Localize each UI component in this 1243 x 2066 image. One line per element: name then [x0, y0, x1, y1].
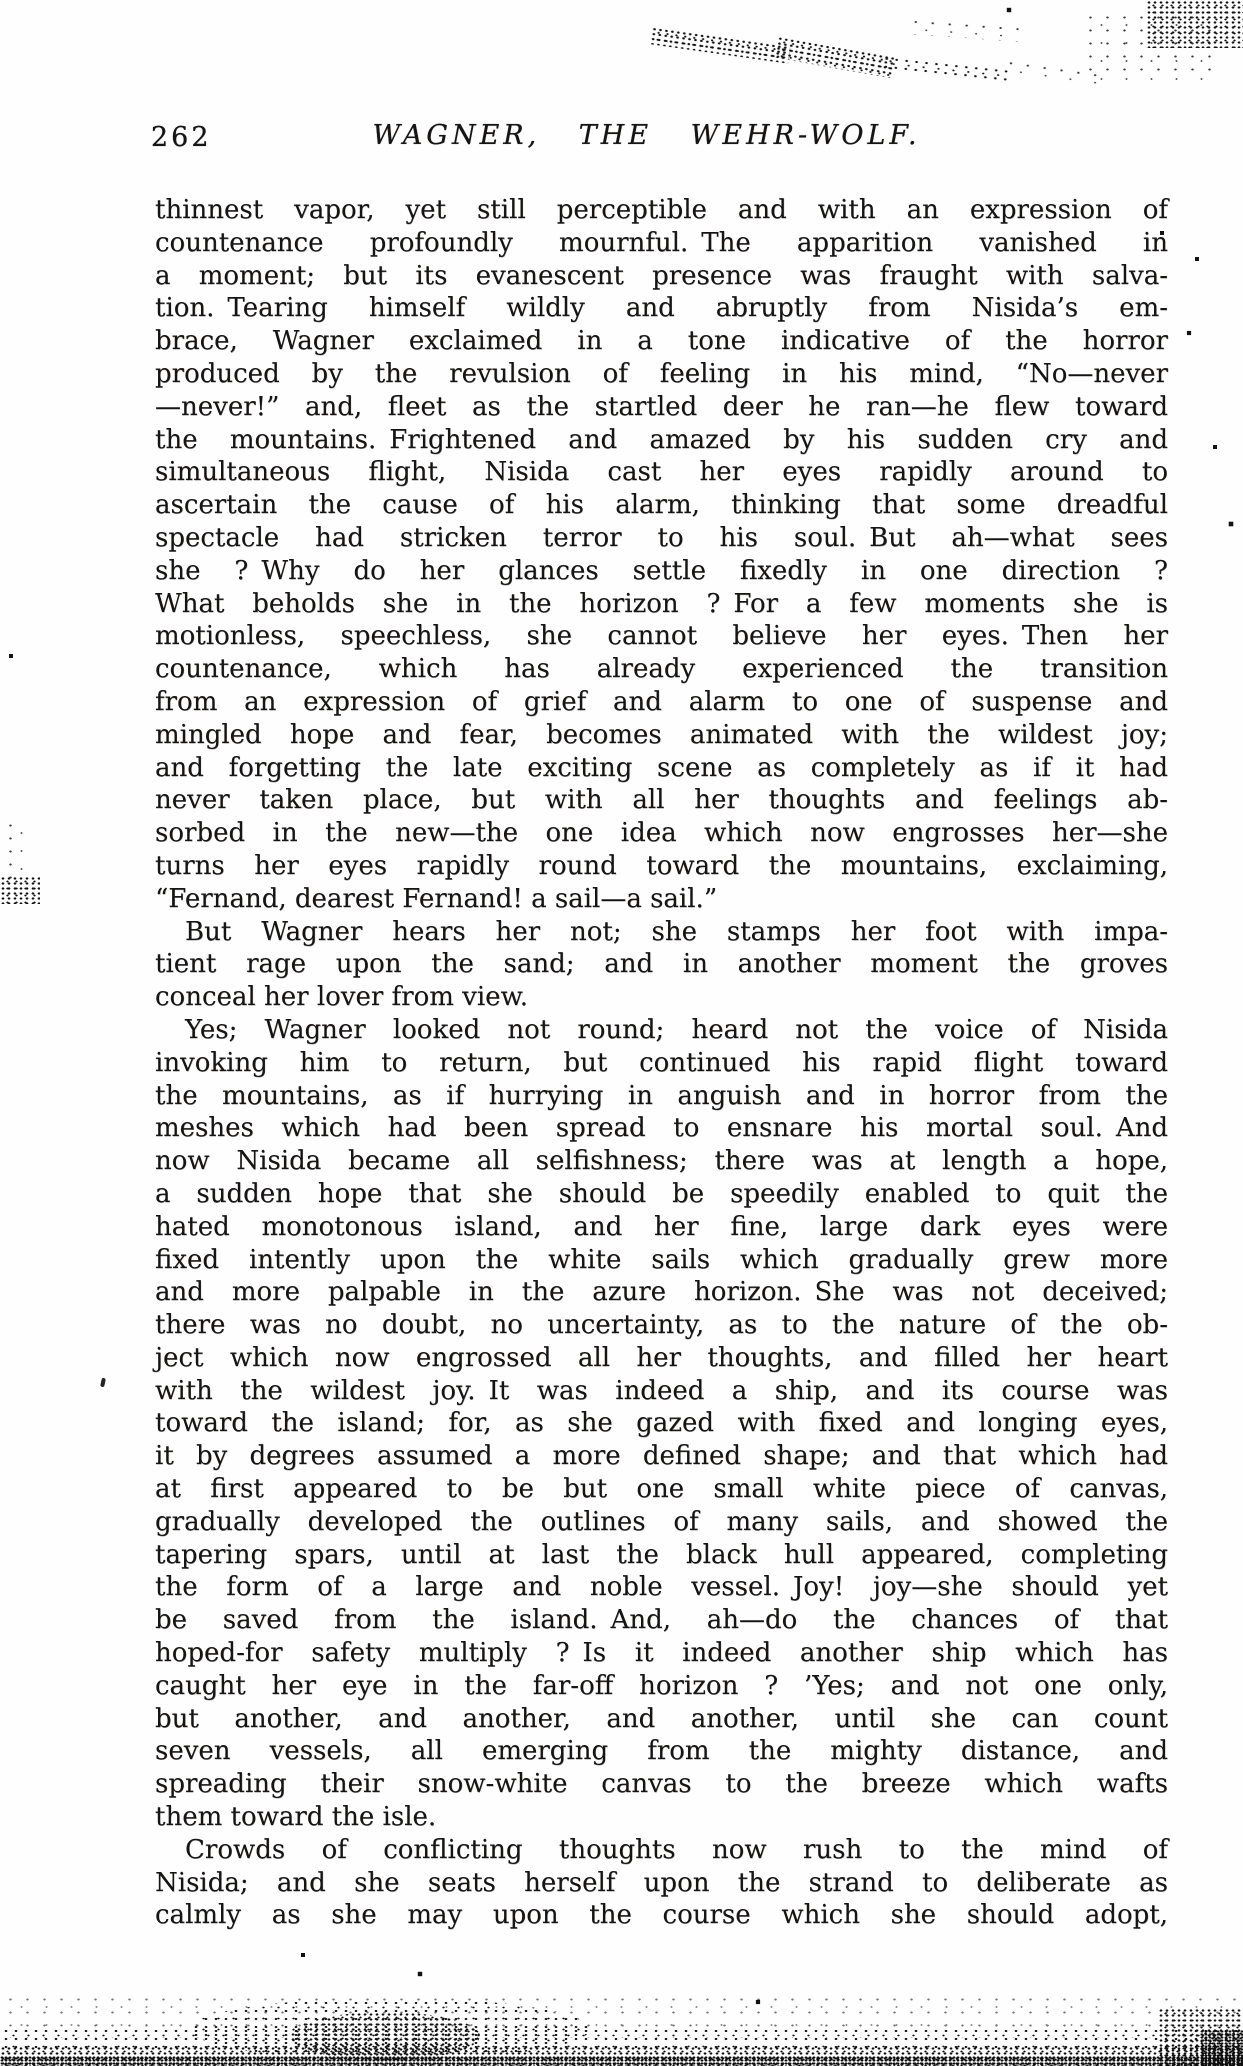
scan-smudge: [1200, 2030, 1243, 2066]
text-line: Yes; Wagner looked not round; heard not the voice of Nisida: [185, 1014, 1168, 1045]
stray-ink-mark: [100, 1378, 106, 1388]
text-line: but another, and another, and another, until she can count: [155, 1703, 1168, 1734]
text-line: spectacle had stricken terror to his soul. But ah—what sees: [155, 522, 1168, 553]
page-number: 262: [151, 122, 212, 153]
text-line: tion. Tearing himself wildly and abruptly from Nisida’s em-: [155, 293, 1168, 324]
text-line: the form of a large and noble vessel. Joy! joy—she should yet: [155, 1572, 1168, 1603]
text-line: What beholds she in the horizon ? For a few moments she is: [155, 588, 1168, 619]
text-line: Crowds of conflicting thoughts now rush to the mind of: [185, 1834, 1168, 1865]
text-line: never taken place, but with all her thoughts and feelings ab-: [155, 785, 1168, 816]
text-line: them toward the isle.: [155, 1802, 437, 1833]
text-line: and forgetting the late exciting scene as completely as if it had: [155, 752, 1168, 783]
text-line: hated monotonous island, and her fine, large dark eyes were: [155, 1211, 1168, 1242]
text-line: “Fernand, dearest Fernand! a sail—a sail.”: [155, 883, 718, 914]
text-line: be saved from the island. And, ah—do the chances of that: [155, 1605, 1168, 1636]
text-line: a moment; but its evanescent presence was fraught with salva-: [155, 260, 1168, 291]
scan-smudge: [774, 36, 896, 79]
text-line: produced by the revulsion of feeling in his mind, “No—never: [155, 358, 1168, 389]
text-line: ject which now engrossed all her thoughts, and filled her heart: [155, 1342, 1168, 1373]
text-line: tient rage upon the sand; and in another moment the groves: [155, 949, 1168, 980]
text-line: tapering spars, until at last the black hull appeared, completing: [155, 1539, 1168, 1570]
scan-noise-band: [0, 2056, 1243, 2066]
text-line: calmly as she may upon the course which she should adopt,: [155, 1900, 1168, 1931]
text-line: spreading their snow-white canvas to the breeze which wafts: [155, 1769, 1168, 1800]
text-line: invoking him to return, but continued his rapid flight toward: [155, 1047, 1168, 1078]
text-line: mingled hope and fear, becomes animated with the wildest joy;: [155, 719, 1168, 750]
scan-smudge: [649, 26, 790, 63]
page-text: [155, 194, 1168, 1932]
text-line: gradually developed the outlines of many sails, and showed the: [155, 1506, 1168, 1537]
text-line: caught her eye in the far-off horizon ? ’Yes; and not one only,: [155, 1670, 1168, 1701]
text-line: turns her eyes rapidly round toward the mountains, exclaiming,: [155, 850, 1168, 881]
scan-smudge: [879, 53, 1010, 84]
text-line: conceal her lover from view.: [155, 982, 529, 1013]
text-line: the mountains. Frightened and amazed by his sudden cry and: [155, 424, 1168, 455]
text-line: hoped-for safety multiply ? Is it indeed another ship which has: [155, 1638, 1168, 1669]
text-line: the mountains, as if hurrying in anguish and in horror from the: [155, 1080, 1168, 1111]
text-line: fixed intently upon the white sails which gradually grew more: [155, 1244, 1168, 1275]
text-line: with the wildest joy. It was indeed a ship, and its course was: [155, 1375, 1168, 1406]
text-line: seven vessels, all emerging from the mighty distance, and: [155, 1736, 1168, 1767]
text-line: —never!” and, fleet as the startled deer he ran—he flew toward: [155, 391, 1168, 422]
text-line: simultaneous flight, Nisida cast her eyes rapidly around to: [155, 457, 1168, 488]
text-line: countenance profoundly mournful. The apparition vanished in: [155, 227, 1168, 258]
scan-specks: [0, 0, 2, 2]
text-line: meshes which had been spread to ensnare his mortal soul. And: [155, 1113, 1168, 1144]
text-line: from an expression of grief and alarm to one of suspense and: [155, 686, 1168, 717]
text-line: there was no doubt, no uncertainty, as to the nature of the ob-: [155, 1310, 1168, 1341]
scan-smudge: [0, 876, 40, 904]
text-line: countenance, which has already experienced the transition: [155, 654, 1168, 685]
text-line: she ? Why do her glances settle fixedly in one direction ?: [155, 555, 1168, 586]
text-line: at first appeared to be but one small white piece of canvas,: [155, 1474, 1168, 1505]
scan-smudge: [0, 818, 26, 880]
scan-smudge: [1080, 10, 1220, 80]
text-line: toward the island; for, as she gazed with fixed and longing eyes,: [155, 1408, 1168, 1439]
text-line: motionless, speechless, she cannot believe her eyes. Then her: [155, 621, 1168, 652]
running-header-title: WAGNER, THE WEHR-WOLF.: [372, 120, 921, 151]
text-line: sorbed in the new—the one idea which now engrosses her—she: [155, 818, 1168, 849]
text-line: Nisida; and she seats herself upon the strand to deliberate as: [155, 1867, 1168, 1898]
scan-smudge: [904, 14, 1025, 42]
running-header: [151, 118, 1168, 160]
text-line: ascertain the cause of his alarm, thinking that some dreadful: [155, 490, 1168, 521]
text-line: But Wagner hears her not; she stamps her foot with impa-: [185, 916, 1168, 947]
text-line: and more palpable in the azure horizon. She was not deceived;: [155, 1277, 1168, 1308]
text-line: a sudden hope that she should be speedily enabled to quit the: [155, 1178, 1168, 1209]
scan-smudge: [290, 2012, 480, 2060]
text-line: now Nisida became all selfishness; there was at length a hope,: [155, 1146, 1168, 1177]
text-line: it by degrees assumed a more defined shape; and that which had: [155, 1441, 1168, 1472]
text-line: thinnest vapor, yet still perceptible and with an expression of: [155, 195, 1168, 225]
text-line: brace, Wagner exclaimed in a tone indicative of the horror: [155, 326, 1168, 357]
